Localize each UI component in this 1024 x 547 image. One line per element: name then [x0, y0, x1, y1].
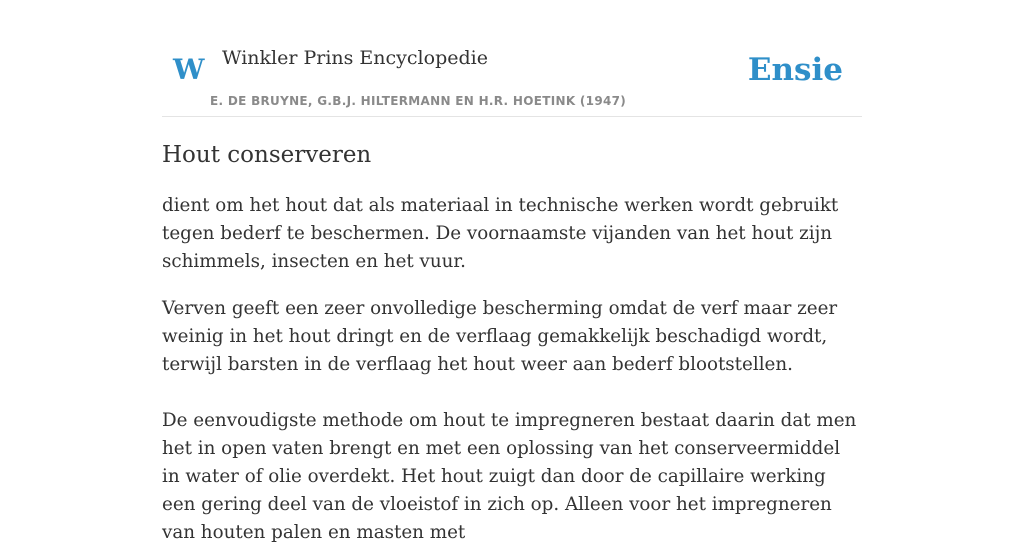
book-authors: E. DE BRUYNE, G.B.J. HILTERMANN EN H.R. HOETINK (1947)	[210, 94, 627, 108]
ensie-brand-logo[interactable]: Ensie	[747, 52, 843, 88]
book-logo-icon[interactable]: W	[173, 53, 205, 86]
site-header	[162, 0, 862, 117]
article-paragraph: Verven geeft een zeer onvolledige bescherming omdat de verf maar zeer weinig in het hout dringt en de verflaag gemakkelijk beschadigd wordt, terwijl barsten in de verflaag het hout weer aan bederf blootstellen.	[162, 298, 838, 375]
book-title-link[interactable]: Winkler Prins Encyclopedie	[222, 47, 488, 69]
article-title: Hout conserveren	[162, 142, 372, 168]
article-body	[162, 192, 862, 547]
article-paragraph: De eenvoudigste methode om hout te impregneren bestaat daarin dat men het in open vaten brengt en met een oplossing van het conserveermiddel in water of olie overdekt. Het hout zuigt dan door de capillaire werking een gering deel van de vloeistof in zich op. Alleen voor het impregneren van houten palen en masten met	[162, 410, 857, 543]
article-paragraph: dient om het hout dat als materiaal in technische werken wordt gebruikt tegen bederf te beschermen. De voornaamste vijanden van het hout zijn schimmels, insecten en het vuur.	[162, 195, 839, 272]
